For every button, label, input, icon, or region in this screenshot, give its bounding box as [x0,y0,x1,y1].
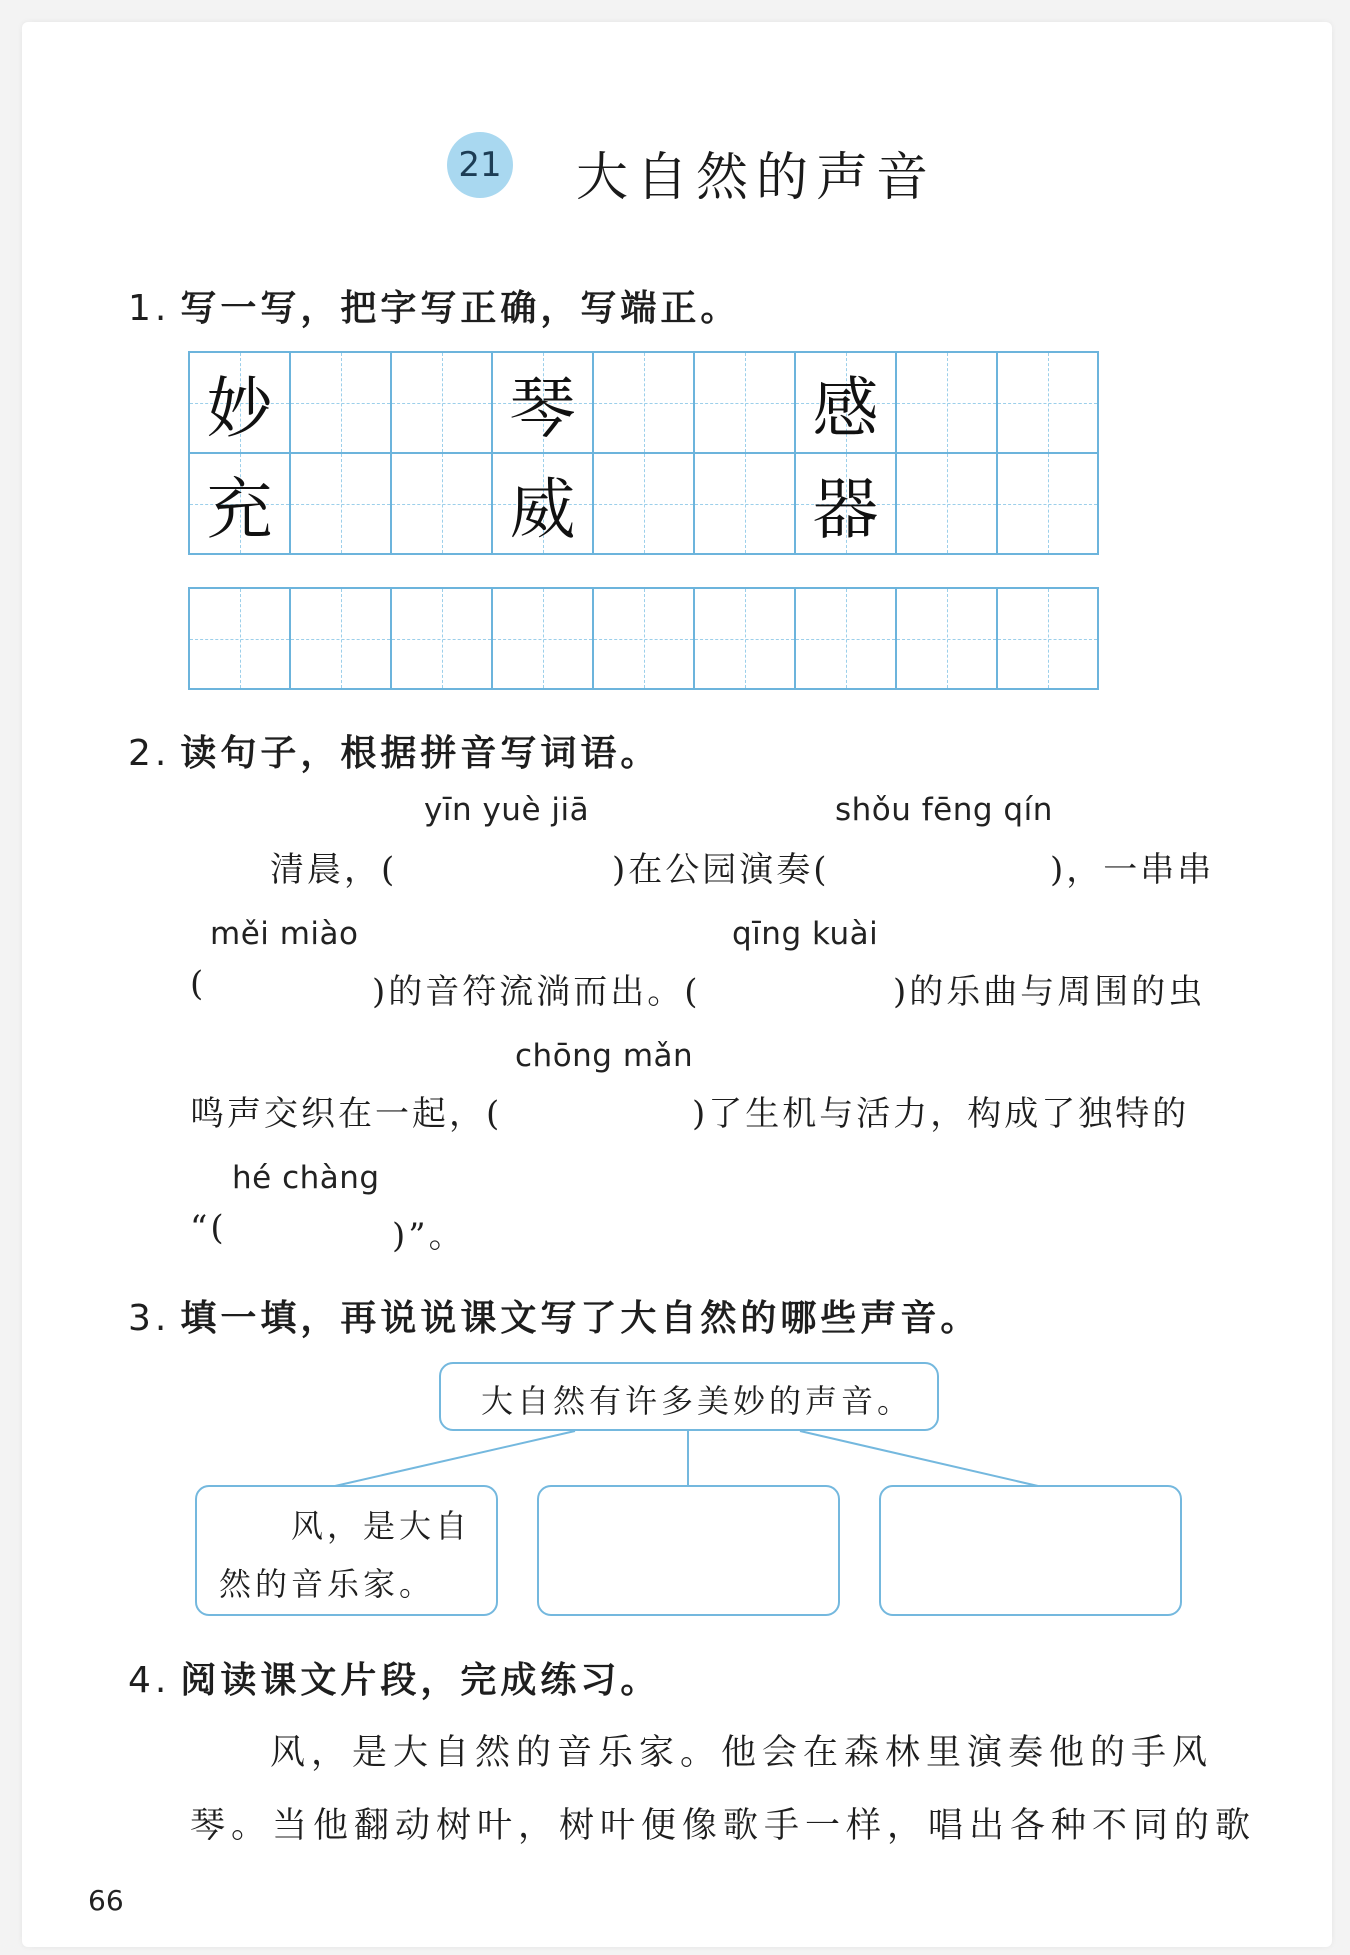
diagram-top-box [439,1362,939,1431]
diagram-answer-box-1 [195,1485,498,1616]
sentence-line-4-b: )”。 [392,1216,466,1256]
section-4-instruction: 阅读课文片段，完成练习。 [180,1659,661,1701]
diagram-box-1-line-2: 然的音乐家。 [219,1565,436,1603]
pinyin-yinyuejia: yīn yuè jiā [424,792,590,828]
lesson-title: 大自然的声音 [576,148,937,208]
grid-cell-example: 妙 [190,353,291,454]
section-2-instruction: 读句子，根据拼音写词语。 [180,732,661,774]
sentence-line-2-a: ( [190,964,207,1004]
sentence-line-1-a: 清晨，( [270,850,398,890]
pinyin-meimiao: měi miào [210,916,359,952]
grid-cell-example: 充 [190,454,291,555]
section-4-number: 4. [128,1660,171,1701]
grid-cell-example: 威 [493,454,594,555]
reading-paragraph-line-1: 风，是大自然的音乐家。他会在森林里演奏他的手风 [270,1733,1214,1773]
page-number: 66 [88,1884,124,1917]
pinyin-qingkuai: qīng kuài [732,916,879,952]
pinyin-chongman: chōng mǎn [515,1038,694,1074]
section-1-number: 1. [128,288,171,329]
pinyin-hechang: hé chàng [232,1160,380,1196]
connector-line-right [800,1431,1038,1486]
section-1-instruction: 写一写，把字写正确，写端正。 [180,287,741,329]
section-3-number: 3. [128,1298,171,1339]
connector-line-left [335,1431,575,1486]
diagram-box-1-line-1: 风，是大自 [291,1507,472,1545]
sentence-line-3-a: 鸣声交织在一起，( [190,1094,503,1134]
sentence-line-3-b: )了生机与活力，构成了独特的 [692,1094,1190,1134]
grid-cell-example: 感 [796,353,897,454]
sentence-line-1-b: )在公园演奏( [612,850,830,890]
diagram-top-text: 大自然有许多美妙的声音。 [481,1382,914,1420]
diagram-answer-box-3[interactable] [879,1485,1182,1616]
section-4-heading [128,1652,660,1703]
grid-cell-example: 琴 [493,353,594,454]
sentence-line-2-b: )的音符流淌而出。( [372,972,701,1012]
sentence-line-1-c: )，一串串 [1050,850,1215,890]
pinyin-shoufengqin: shǒu fēng qín [835,792,1053,828]
grid-cell-example: 器 [796,454,897,555]
sentence-line-4-a: “( [190,1208,227,1248]
section-3-instruction: 填一填，再说说课文写了大自然的哪些声音。 [180,1297,981,1339]
reading-paragraph-line-2: 琴。当他翻动树叶，树叶便像歌手一样，唱出各种不同的歌 [190,1806,1257,1846]
section-2-number: 2. [128,733,171,774]
sentence-line-2-c: )的乐曲与周围的虫 [893,972,1206,1012]
diagram-answer-box-2[interactable] [537,1485,840,1616]
lesson-number: 21 [458,145,502,185]
